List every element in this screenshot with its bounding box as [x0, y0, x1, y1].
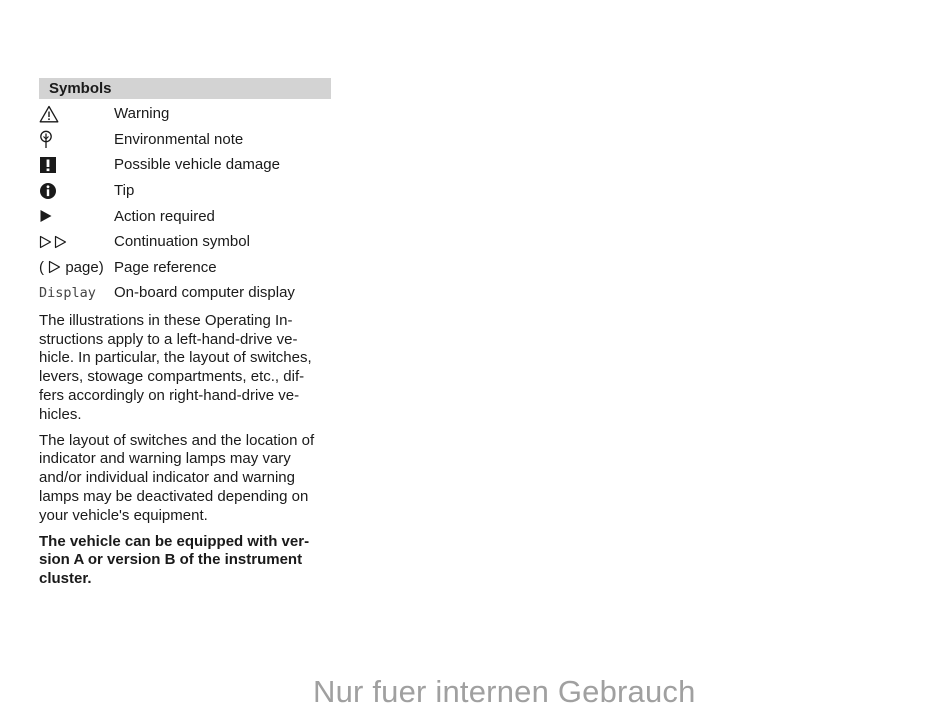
info-circle-icon — [39, 178, 114, 204]
symbol-row-continuation — [39, 229, 331, 255]
symbol-description: Tip — [114, 182, 135, 200]
display-symbol-text: Display — [39, 284, 96, 301]
symbol-description: Continuation symbol — [114, 233, 250, 251]
symbol-description: Possible vehicle damage — [114, 156, 280, 174]
symbol-description: Action required — [114, 207, 215, 225]
environment-leaf-icon — [39, 127, 114, 153]
paragraph-illustrations: The illustrations in these Operating In- structions apply to a left-hand-drive ve- hicle. In particular, the layout of switches, levers, stowage compartments, etc., dif- fers accordingly on right-hand-drive ve- hicles. — [39, 311, 312, 423]
warning-triangle-icon — [39, 101, 114, 127]
symbol-description: On-board computer display — [114, 284, 295, 302]
symbol-row-page-reference — [39, 255, 331, 281]
filled-arrow-icon — [39, 203, 114, 229]
symbol-row-action-required — [39, 203, 331, 229]
display-symbol — [39, 280, 114, 306]
symbol-row-environment — [39, 127, 331, 153]
outline-arrow-icon — [48, 260, 61, 274]
double-outline-arrow-icon — [39, 229, 114, 255]
symbol-text-before: ( — [39, 258, 49, 276]
symbol-description: Page reference — [114, 258, 217, 276]
symbol-description: Warning — [114, 105, 170, 123]
symbol-row-vehicle-damage — [39, 152, 331, 178]
symbol-row-display — [39, 280, 331, 306]
page-reference-symbol — [39, 255, 114, 281]
section-header-symbols: Symbols — [39, 78, 331, 99]
exclamation-box-icon — [39, 152, 114, 178]
symbol-row-tip — [39, 178, 331, 204]
symbols-column — [39, 78, 331, 589]
symbol-row-warning — [39, 101, 331, 127]
paragraph-instrument-cluster: The vehicle can be equipped with ver- sion A or version B of the instrument cluster. — [39, 532, 310, 588]
symbol-description: Environmental note — [114, 130, 244, 148]
paragraph-switch-layout: The layout of switches and the location of indicator and warning lamps may vary and/or individual indicator and warning lamps may be deactivated depending on your vehicle's equipment. — [39, 431, 315, 524]
internal-use-watermark: Nur fuer internen Gebrauch — [313, 674, 696, 709]
symbol-text-after: page) — [61, 258, 104, 276]
symbols-list — [39, 101, 331, 306]
